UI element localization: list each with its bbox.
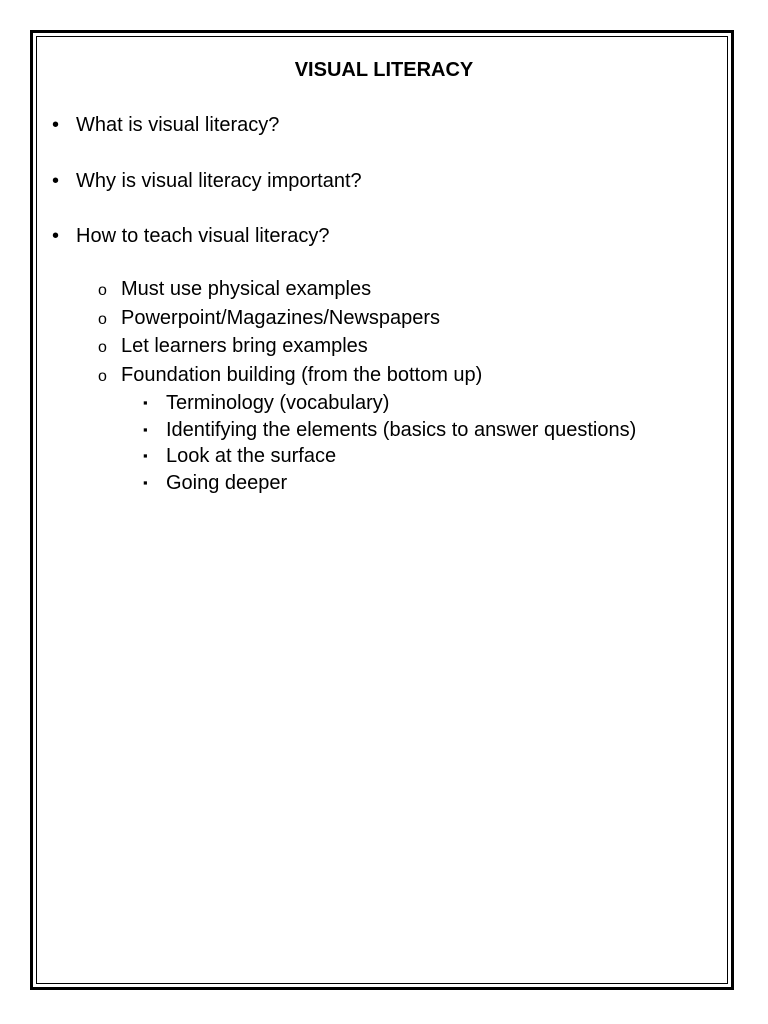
sub-item xyxy=(98,276,636,305)
sub-marker: o xyxy=(98,367,107,385)
sub-text: Must use physical examples xyxy=(121,278,372,300)
sub-text: Let learners bring examples xyxy=(121,335,368,357)
sub-item xyxy=(98,362,636,391)
sub-text: Powerpoint/Magazines/Newspapers xyxy=(121,306,441,329)
bullet-item-why xyxy=(52,169,362,193)
sub-sub-item xyxy=(98,470,636,497)
bullet-text: How to teach visual literacy? xyxy=(76,225,330,247)
square-bullet-marker: ▪ xyxy=(143,448,148,463)
sub-sub-text: Terminology (vocabulary) xyxy=(166,392,390,414)
sub-marker: o xyxy=(98,282,107,299)
sub-marker: o xyxy=(98,310,107,328)
bullet-text: What is visual literacy? xyxy=(76,114,280,136)
square-bullet-marker: ▪ xyxy=(143,474,148,490)
sub-list xyxy=(98,276,636,496)
sub-sub-item xyxy=(98,443,636,470)
document-title: VISUAL LITERACY xyxy=(294,59,474,81)
sub-text: Foundation building (from the bottom up) xyxy=(121,363,483,386)
sub-sub-item xyxy=(98,390,636,417)
bullet-marker: • xyxy=(52,114,60,136)
sub-item xyxy=(98,333,636,362)
sub-sub-text: Going deeper xyxy=(166,471,288,494)
bullet-text: Why is visual literacy important? xyxy=(76,170,362,192)
sub-marker: o xyxy=(98,339,107,356)
sub-sub-item xyxy=(98,417,636,444)
square-bullet-marker: ▪ xyxy=(143,421,148,437)
bullet-marker: • xyxy=(52,170,60,192)
sub-sub-text: Look at the surface xyxy=(166,445,337,467)
bullet-item-what xyxy=(52,113,279,137)
bullet-marker: • xyxy=(52,225,60,247)
square-bullet-marker: ▪ xyxy=(143,395,148,410)
bullet-item-how xyxy=(52,224,329,248)
sub-item xyxy=(98,305,636,334)
sub-sub-text: Identifying the elements (basics to answer questions) xyxy=(166,418,637,441)
